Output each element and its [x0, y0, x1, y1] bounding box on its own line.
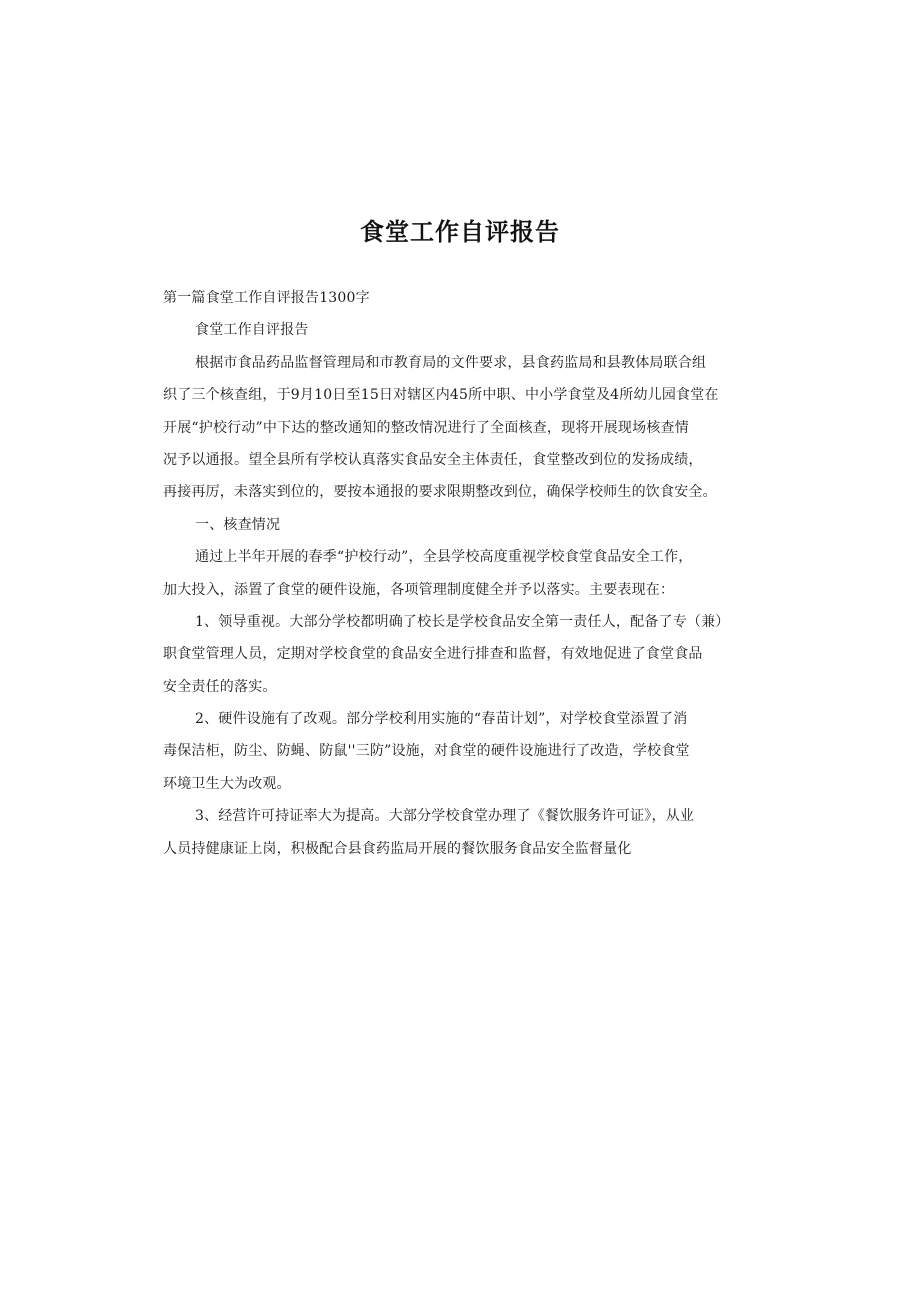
body-line: 根据市食品药品监督管理局和市教育局的文件要求，县食药监局和县教体局联合组 [195, 354, 707, 371]
body-line: 1、领导重视。大部分学校都明确了校长是学校食品安全第一责任人，配备了专（兼） [195, 613, 730, 630]
body-line: 加大投入，添置了食堂的硬件设施，各项管理制度健全并予以落实。主要表现在： [163, 581, 675, 598]
body-line: 再接再厉，未落实到位的，要按本通报的要求限期整改到位，确保学校师生的饮食安全。 [163, 484, 717, 501]
body-line: 人员持健康证上岗，积极配合县食药监局开展的餐饮服务食品安全监督量化 [163, 840, 632, 857]
body-line: 食堂工作自评报告 [195, 322, 309, 339]
body-line: 开展“护校行动”中下达的整改通知的整改情况进行了全面核查，现将开展现场核查情 [163, 419, 689, 436]
body-line: 毒保洁柜，防尘、防蝇、防鼠''三防”设施，对食堂的硬件设施进行了改造，学校食堂 [163, 743, 690, 760]
body-line: 第一篇食堂工作自评报告1300字 [163, 290, 370, 306]
body-line: 通过上半年开展的春季“护校行动”，全县学校高度重视学校食堂食品安全工作， [195, 549, 693, 566]
document-body [163, 282, 763, 865]
body-line: 安全责任的落实。 [163, 678, 277, 695]
body-line: 况予以通报。望全县所有学校认真落实食品安全主体责任，食堂整改到位的发扬成绩， [163, 451, 703, 468]
body-line: 环境卫生大为改观。 [163, 775, 291, 792]
body-line: 3、经营许可持证率大为提高。大部分学校食堂办理了《餐饮服务许可证》，从业 [195, 808, 695, 825]
document-title: 食堂工作自评报告 [360, 218, 560, 246]
body-line: 织了三个核查组，于9月10日至15日对辖区内45所中职、中小学食堂及4所幼儿园食堂在 [163, 387, 719, 404]
body-line: 职食堂管理人员，定期对学校食堂的食品安全进行排查和监督，有效地促进了食堂食品 [163, 646, 703, 663]
section-heading: 一、核查情况 [195, 516, 281, 533]
body-line: 2、硬件设施有了改观。部分学校利用实施的“春苗计划”，对学校食堂添置了消 [195, 711, 688, 728]
